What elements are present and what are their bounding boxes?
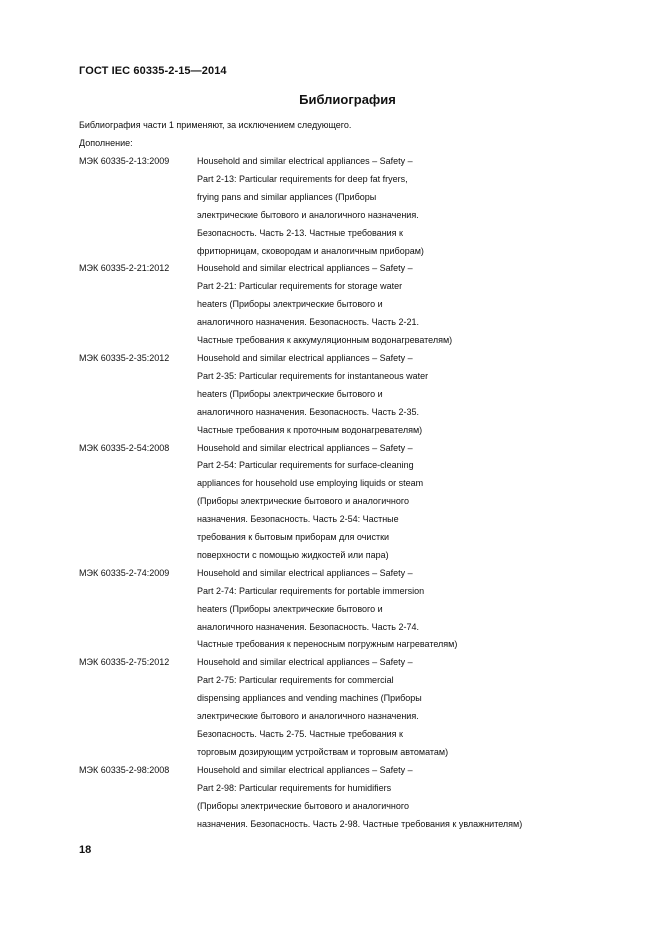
entry-line: аналогичного назначения. Безопасность. Часть 2-35.: [197, 406, 419, 417]
entry-line: (Приборы электрические бытового и аналогичного: [197, 496, 410, 507]
entry-line: heaters (Приборы электрические бытового и: [197, 603, 383, 614]
bibliography-entry: [79, 654, 599, 761]
entry-description: [197, 440, 599, 565]
entry-line: аналогичного назначения. Безопасность. Часть 2-21.: [197, 317, 419, 328]
entry-description: [197, 565, 599, 655]
entry-line: Частные требования к проточным водонагревателям): [197, 424, 423, 435]
addition-label: Дополнение:: [79, 138, 133, 148]
entry-description: [197, 762, 599, 834]
entry-line: (Приборы электрические бытового и аналогичного: [197, 800, 410, 811]
entry-description: [197, 260, 599, 350]
entry-line: Household and similar electrical appliances – Safety –: [197, 263, 413, 274]
entry-line: фритюрницам, сковородам и аналогичным приборам): [197, 245, 424, 256]
entry-code: МЭК 60335-2-74:2009: [79, 567, 170, 578]
bibliography-entry: [79, 762, 599, 834]
bibliography-entry: [79, 440, 599, 565]
entry-code: МЭК 60335-2-54:2008: [79, 442, 170, 453]
entry-code: МЭК 60335-2-75:2012: [79, 657, 170, 668]
entry-line: Частные требования к аккумуляционным водонагревателям): [197, 335, 453, 346]
entry-code: МЭК 60335-2-13:2009: [79, 156, 170, 166]
entry-line: Household and similar electrical appliances – Safety –: [197, 156, 413, 166]
entry-line: heaters (Приборы электрические бытового и: [197, 388, 383, 399]
bibliography-entry: [79, 350, 599, 440]
bibliography-entry: [79, 153, 599, 260]
entry-line: Household and similar electrical appliances – Safety –: [197, 657, 413, 668]
entry-line: Part 2-74: Particular requirements for portable immersion: [197, 585, 425, 596]
entry-line: Part 2-21: Particular requirements for storage water: [197, 281, 403, 292]
entry-line: Part 2-98: Particular requirements for humidifiers: [197, 782, 392, 793]
entry-line: электрические бытового и аналогичного назначения.: [197, 711, 419, 722]
entry-line: назначения. Безопасность. Часть 2-54: Частные: [197, 514, 399, 525]
entry-line: Household and similar electrical appliances – Safety –: [197, 352, 413, 363]
entry-line: электрические бытового и аналогичного назначения.: [197, 209, 419, 220]
entry-line: требования к бытовым приборам для очистки: [197, 532, 390, 543]
entry-description: [197, 654, 599, 761]
entry-line: Part 2-75: Particular requirements for commercial: [197, 675, 394, 686]
entry-line: аналогичного назначения. Безопасность. Часть 2-74.: [197, 621, 419, 632]
document-header: ГОСТ IEC 60335-2-15—2014: [79, 65, 227, 77]
entry-line: торговым дозирующим устройствам и торговым автоматам): [197, 746, 449, 757]
entry-description: [197, 153, 599, 260]
bibliography-intro: Библиография части 1 применяют, за исключением следующего.: [79, 120, 352, 130]
entry-line: Household and similar electrical appliances – Safety –: [197, 764, 413, 775]
entry-line: heaters (Приборы электрические бытового и: [197, 299, 383, 310]
bibliography-entry: [79, 565, 599, 655]
entry-line: Part 2-54: Particular requirements for surface-cleaning: [197, 460, 414, 471]
entry-line: Household and similar electrical appliances – Safety –: [197, 567, 413, 578]
entry-line: назначения. Безопасность. Часть 2-98. Частные требования к увлажнителям): [197, 818, 523, 829]
entry-line: Part 2-35: Particular requirements for instantaneous water: [197, 370, 429, 381]
entry-line: appliances for household use employing liquids or steam: [197, 478, 424, 489]
entry-line: dispensing appliances and vending machines (Приборы: [197, 693, 422, 704]
entry-code: МЭК 60335-2-35:2012: [79, 352, 170, 363]
entry-line: Безопасность. Часть 2-75. Частные требования к: [197, 729, 403, 739]
entry-code: МЭК 60335-2-98:2008: [79, 764, 170, 775]
bibliography-entries: [79, 153, 599, 833]
entry-line: Household and similar electrical appliances – Safety –: [197, 442, 413, 453]
entry-line: поверхности с помощью жидкостей или пара): [197, 549, 389, 560]
entry-line: Part 2-13: Particular requirements for deep fat fryers,: [197, 173, 408, 184]
entry-line: frying pans and similar appliances (Приборы: [197, 191, 377, 202]
entry-line: Частные требования к переносным погружным нагревателям): [197, 639, 458, 650]
entry-line: Безопасность. Часть 2-13. Частные требования к: [197, 227, 403, 238]
entry-code: МЭК 60335-2-21:2012: [79, 263, 170, 274]
bibliography-title: Библиография: [299, 92, 396, 107]
bibliography-entry: [79, 260, 599, 350]
entry-description: [197, 350, 599, 440]
page-number: 18: [79, 844, 92, 856]
